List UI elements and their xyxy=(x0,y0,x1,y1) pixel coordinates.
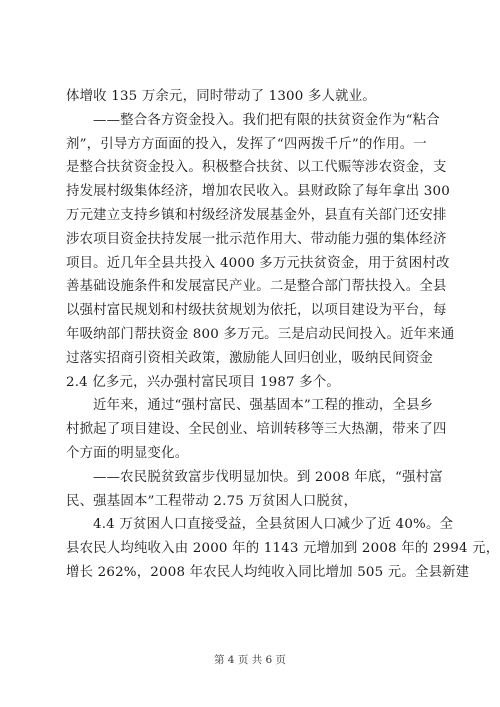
text-line: 过落实招商引资相关政策，激励能人回归创业，吸纳民间资金 xyxy=(66,350,433,366)
text-line: 涉农项目资金扶持发展一批示范作用大、带动能力强的集体经济 xyxy=(66,231,447,247)
text-line: 增长 262%，2008 年农民人均纯收入同比增加 505 元。全县新建 xyxy=(66,564,470,580)
text-line: 村掀起了项目建设、全民创业、培训转移等三大热潮，带来了四 xyxy=(66,422,447,438)
text-line: 2.4 亿多元，兴办强村富民项目 1987 多个。 xyxy=(66,374,341,390)
text-line: ——农民脱贫致富步伐明显加快。到 2008 年底，“强村富 xyxy=(93,469,443,485)
page-number-footer: 第 4 页 共 6 页 xyxy=(213,654,287,666)
text-line: 民、强基固本”工程带动 2.75 万贫困人口脱贫， xyxy=(66,493,358,509)
text-line: 万元建立支持乡镇和村级经济发展基金外，县直有关部门还安排 xyxy=(66,207,447,223)
text-line: 年吸纳部门帮扶资金 800 多万元。三是启动民间投入。近年来通 xyxy=(66,326,455,342)
body-text xyxy=(66,85,500,585)
text-line: 近年来，通过“强村富民、强基固本”工程的推动，全县乡 xyxy=(93,398,434,414)
text-line: 个方面的明显变化。 xyxy=(66,445,189,461)
text-line: 体增收 135 万余元，同时带动了 1300 多人就业。 xyxy=(66,89,376,104)
text-line: 项目。近几年全县共投入 4000 多万元扶贫资金，用于贫困村改 xyxy=(66,255,450,271)
text-line: 善基础设施条件和发展富民产业。二是整合部门帮扶投入。全县 xyxy=(66,279,447,295)
text-line: 县农民人均纯收入由 2000 年的 1143 元增加到 2008 年的 2994 元， xyxy=(66,541,500,557)
text-line: 4.4 万贫困人口直接受益，全县贫困人口减少了近 40%。全 xyxy=(93,517,454,533)
text-line: ——整合各方资金投入。我们把有限的扶贫资金作为“粘合 xyxy=(93,112,440,128)
text-line: 剂”，引导方方面面的投入，发挥了“四两拨千斤”的作用。一 xyxy=(66,136,427,152)
text-line: 是整合扶贫资金投入。积极整合扶贫、以工代赈等涉农资金，支 xyxy=(66,160,447,176)
text-line: 以强村富民规划和村级扶贫规划为依托，以项目建设为平台，每 xyxy=(66,303,447,319)
text-line: 持发展村级集体经济，增加农民收入。县财政除了每年拿出 300 xyxy=(66,184,450,200)
